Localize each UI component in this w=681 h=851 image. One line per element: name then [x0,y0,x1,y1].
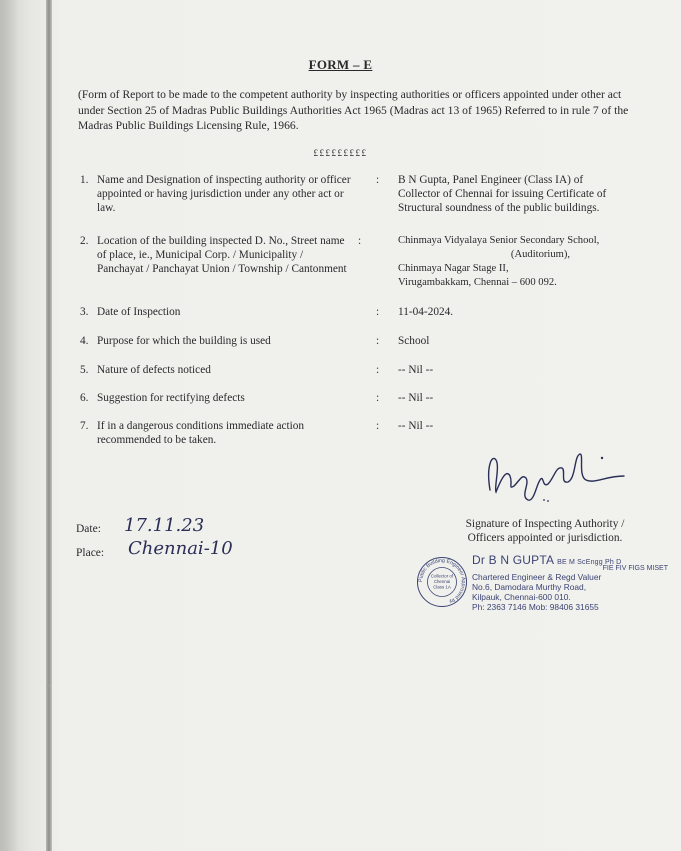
item-label: Location of the building inspected D. No., Street name of place, ie., Municipal Corp. / Municipality / Panchayat / Panchayat Union / Township / Cantonment [97,235,347,275]
section-separator: £££££££££ [313,148,368,158]
item-colon: : [376,392,380,404]
official-seal-icon [416,556,468,608]
item-colon: : [376,364,380,376]
form-title: FORM – E [308,57,373,72]
value-line: Chinmaya Nagar Stage II, [398,263,509,274]
item-number: 5. [80,364,89,376]
stamp-line: Kilpauk, Chennai-600 010. [472,592,571,602]
date-label: Date: [76,523,101,535]
signature-caption-line: Officers appointed or jurisdiction. [467,532,623,544]
item-colon: : [376,420,380,432]
item-value: 11-04-2024. [398,306,454,318]
signature-scribble [478,446,628,504]
item-value: -- Nil -- [398,420,434,432]
signature-caption [430,517,660,545]
stamp-line: Chartered Engineer & Regd Valuer [472,572,602,582]
place-label: Place: [76,547,105,559]
item-value [398,173,643,215]
stamp-line: No.6, Damodara Murthy Road, [472,582,587,592]
item-number: 2. [80,235,89,247]
item-colon: : [358,235,362,247]
item-label: Purpose for which the building is used [97,335,271,347]
list-item [0,305,681,321]
stamp-degrees-1: BE M ScEngg Ph D [557,559,622,566]
list-item [0,334,681,350]
list-item [0,391,681,407]
value-line: Virugambakkam, Chennai – 600 092. [398,277,557,288]
stamp-name: Dr B N GUPTA [472,553,554,567]
item-label: Nature of defects noticed [97,364,211,376]
item-value: -- Nil -- [398,392,434,404]
item-colon: : [376,174,380,186]
value-line: B N Gupta, Panel Engineer (Class IA) of [398,174,584,186]
stamp-line: Ph: 2363 7146 Mob: 98406 31655 [472,602,599,612]
list-item [0,234,681,294]
seal-ring-text: Public Building Engineer Approved by [417,557,467,605]
item-number: 6. [80,392,89,404]
seal-center-line: Chennai [433,579,451,584]
stamp-degrees-2: FIE FIV FIGS MISET [602,565,668,572]
value-line: Collector of Chennai for issuing Certificate of [398,188,607,200]
item-value: School [398,335,430,347]
item-colon: : [376,306,380,318]
item-label: Suggestion for rectifying defects [97,392,245,404]
list-item [0,363,681,379]
date-handwritten: 17.11.23 [124,515,205,536]
paper-speck [47,684,50,687]
item-label: Name and Designation of inspecting authority or officer appointed or having jurisdiction under any other act or law. [97,174,351,214]
item-value: -- Nil -- [398,364,434,376]
item-number: 4. [80,335,89,347]
seal-center-line: Class 1A [433,584,451,590]
value-line: (Auditorium), [510,249,571,260]
item-label: Date of Inspection [97,306,181,318]
rubber-stamp [472,553,681,612]
signature-caption-line: Signature of Inspecting Authority / [465,518,625,530]
value-line: Chinmaya Vidyalaya Senior Secondary School, [398,235,600,246]
item-number: 7. [80,420,89,432]
form-intro: (Form of Report to be made to the competent authority by inspecting authorities or officers appointed under other act under Section 25 of Madras Public Buildings Authorities Act 1965 (Madras act 13 of 1965) Referred to in rule 7 of the Madras Public Buildings Licensing Rule, 1966. [78,88,629,132]
item-number: 1. [80,174,89,186]
list-item [0,419,681,449]
item-number: 3. [80,306,89,318]
item-colon: : [376,335,380,347]
place-handwritten: Chennai-10 [128,538,233,559]
item-label: If in a dangerous conditions immediate action recommended to be taken. [97,420,305,446]
item-value [398,234,643,290]
list-item [0,173,681,219]
value-line: Structural soundness of the public buildings. [398,202,600,214]
seal-center-line: Collector of [430,573,454,579]
